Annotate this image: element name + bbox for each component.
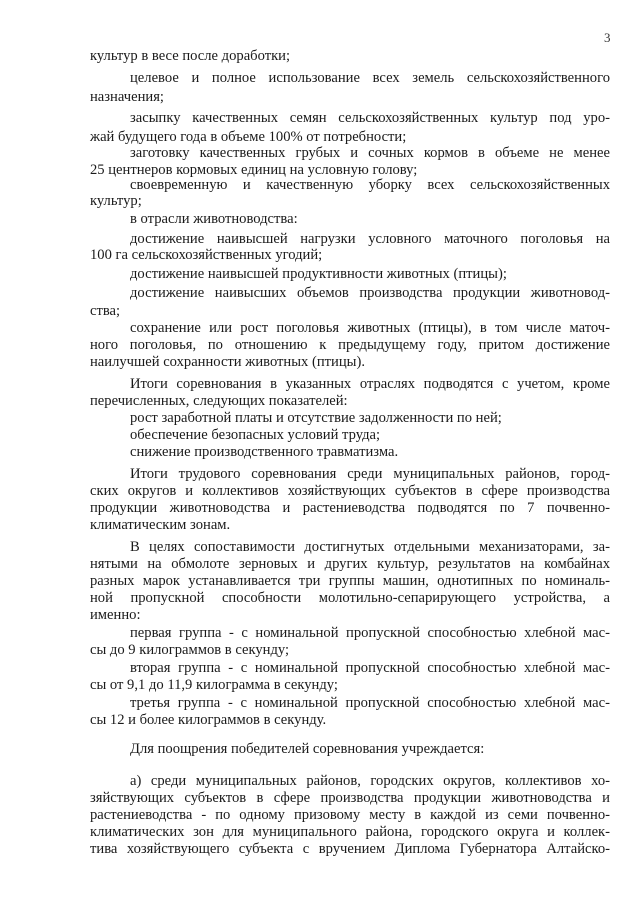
text-line: ной пропускной способности молотильно-сепарирующего устройства, а (90, 590, 610, 606)
text-line: В целях сопоставимости достигнутых отдельными механизаторами, за- (130, 539, 610, 555)
text-line: достижение наивысшей продуктивности животных (птицы); (130, 266, 507, 282)
page-number: 3 (604, 30, 611, 45)
text-line: тива хозяйствующего субъекта с вручением Диплома Губернатора Алтайско- (90, 841, 610, 857)
text-line: целевое и полное использование всех земель сельскохозяйственного (130, 70, 610, 86)
text-line: обеспечение безопасных условий труда; (130, 427, 381, 443)
text-line: 100 га сельскохозяйственных угодий; (90, 247, 323, 263)
text-line: наилучшей сохранности животных (птицы). (90, 354, 365, 370)
text-line: Итоги трудового соревнования среди муниципальных районов, город- (130, 466, 610, 482)
text-line: климатическим зонам. (90, 517, 231, 533)
text-line: ства; (90, 303, 121, 319)
text-line: жай будущего года в объеме 100% от потребности; (90, 129, 407, 145)
text-line: перечисленных, следующих показателей: (90, 393, 348, 409)
text-line: ских округов и коллективов хозяйствующих субъектов в сфере производства (90, 483, 610, 499)
text-line: а) среди муниципальных районов, городских округов, коллективов хо- (130, 773, 610, 789)
text-line: нятыми на обмолоте зерновых и других культур, результатов на комбайнах (90, 556, 610, 572)
text-line: сохранение или рост поголовья животных (птицы), в том числе маточ- (130, 320, 610, 336)
text-line: растениеводства - по одному призовому месту в каждой из семи почвенно- (90, 807, 610, 823)
text-line: Для поощрения победителей соревнования учреждается: (130, 741, 485, 757)
text-line: достижение наивысших объемов производства продукции животновод- (130, 285, 610, 301)
text-line: первая группа - с номинальной пропускной способностью хлебной мас- (130, 625, 610, 641)
text-line: Итоги соревнования в указанных отраслях подводятся с учетом, кроме (130, 376, 610, 392)
text-line: сы 12 и более килограммов в секунду. (90, 712, 327, 728)
text-line: снижение производственного травматизма. (130, 444, 399, 460)
text-line: в отрасли животноводства: (130, 211, 298, 227)
text-line: именно: (90, 607, 141, 623)
text-line: продукции животноводства и растениеводства подводятся по 7 почвенно- (90, 500, 610, 516)
text-line: ного поголовья, по отношению к предыдущему году, притом достижение (90, 337, 610, 353)
text-line: сы от 9,1 до 11,9 килограмма в секунду; (90, 677, 338, 693)
text-line: климатических зон для муниципального района, городского округа и коллек- (90, 824, 610, 840)
text-line: заготовку качественных грубых и сочных кормов в объеме не менее (130, 145, 610, 161)
text-line: культур в весе после доработки; (90, 48, 291, 64)
text-line: засыпку качественных семян сельскохозяйственных культур под уро- (130, 110, 610, 126)
text-line: вторая группа - с номинальной пропускной способностью хлебной мас- (130, 660, 610, 676)
text-line: третья группа - с номинальной пропускной способностью хлебной мас- (130, 695, 610, 711)
text-line: назначения; (90, 89, 164, 105)
text-line: рост заработной платы и отсутствие задолженности по ней; (130, 410, 502, 426)
text-line: 25 центнеров кормовых единиц на условную голову; (90, 162, 418, 178)
text-line: разных марок устанавливается три группы машин, однотипных по номиналь- (90, 573, 610, 589)
text-line: культур; (90, 193, 142, 209)
text-line: достижение наивысшей нагрузки условного маточного поголовья на (130, 231, 610, 247)
text-line: зяйствующих субъектов в сфере производства продукции животноводства и (90, 790, 610, 806)
text-line: сы до 9 килограммов в секунду; (90, 642, 290, 658)
text-line: своевременную и качественную уборку всех сельскохозяйственных (130, 177, 610, 193)
